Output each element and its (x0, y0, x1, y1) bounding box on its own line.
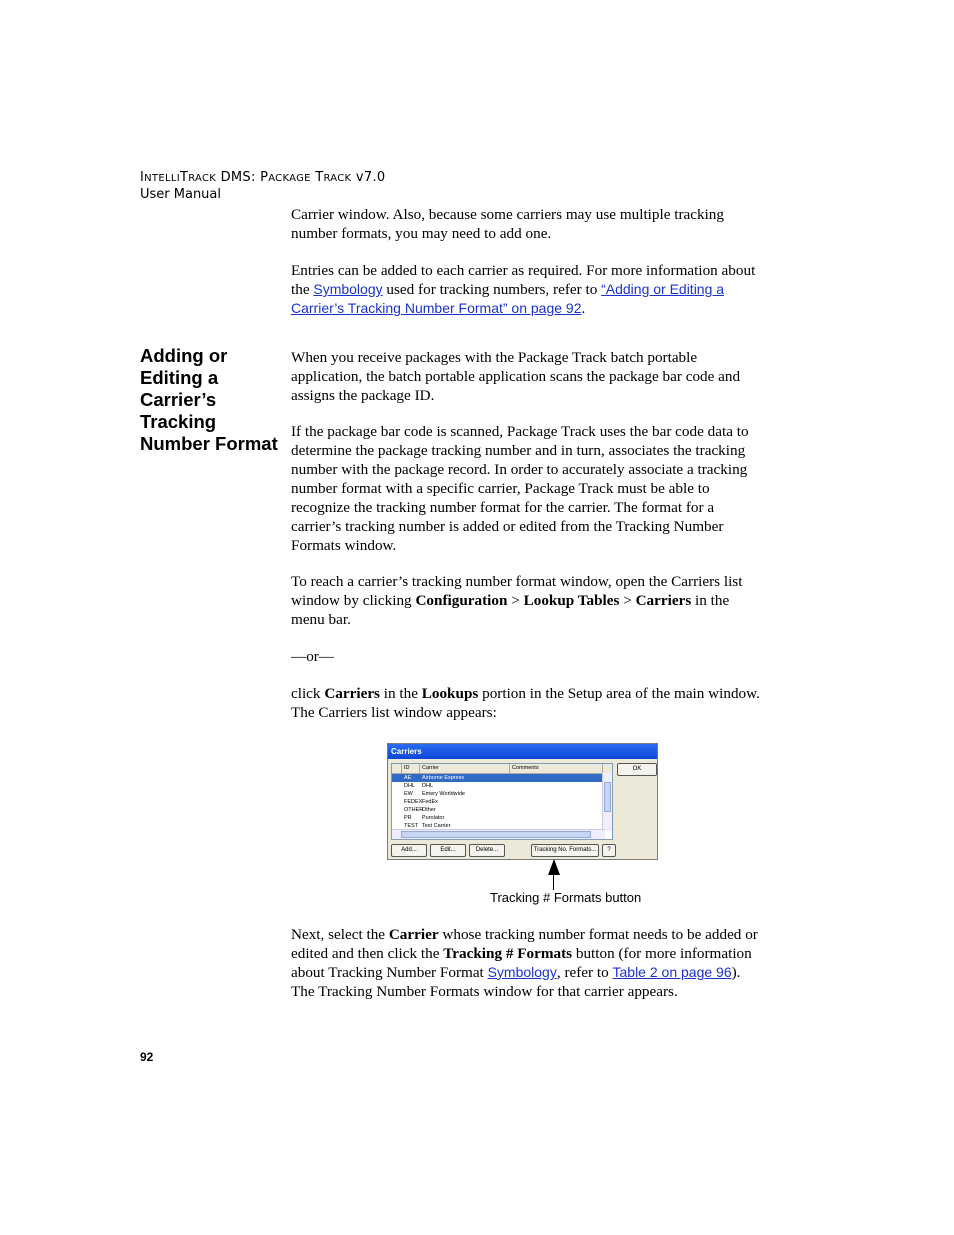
text: To reach a carrier’s tracking number format window, open the Carriers list window by clicking (291, 573, 743, 609)
carrier-name: DHL (422, 783, 434, 789)
text: button (for more information about Tracking Number Format (291, 945, 752, 981)
carrier-row[interactable] (392, 774, 612, 782)
column-header-marker[interactable] (392, 764, 402, 773)
menu-lookup-tables: Lookup Tables (523, 592, 620, 609)
row-marker (392, 774, 402, 782)
carrier-id: EW (404, 791, 413, 797)
header-title-part: T (179, 170, 189, 185)
carrier-id: AE (404, 775, 412, 781)
tracking-formats-bold: Tracking # Formats (443, 945, 573, 962)
carrier-bold: Carrier (388, 926, 439, 943)
section-heading: Adding or Editing a Carrier’s Tracking Number Format (140, 345, 278, 454)
ok-button[interactable]: OK (617, 763, 657, 776)
table-2-link[interactable]: Table 2 on page 96 (612, 964, 732, 980)
carrier-row[interactable] (392, 790, 612, 798)
edit-button[interactable]: Edit... (430, 844, 466, 857)
column-header-id[interactable]: ID (402, 764, 420, 773)
row-marker (392, 790, 402, 798)
add-button[interactable]: Add... (391, 844, 427, 857)
section-paragraph-1: When you receive packages with the Package Track batch portable application, the batch portable application scans the package bar code and assigns the package ID. (291, 349, 741, 404)
text: > (507, 592, 524, 609)
header-title-part: RACK (323, 173, 352, 184)
row-marker (392, 798, 402, 806)
scroll-thumb[interactable] (401, 831, 591, 838)
symbology-link[interactable]: Symbology (313, 281, 383, 297)
carrier-id: PR (404, 815, 412, 821)
text: Next, select the (291, 926, 389, 943)
list-rows (392, 774, 612, 830)
carrier-id: DHL (404, 783, 416, 789)
intro-paragraph-2 (291, 261, 761, 318)
menu-configuration: Configuration (415, 592, 508, 609)
list-header (392, 764, 612, 774)
text: in the menu bar. (291, 592, 730, 628)
carrier-name: Emery Worldwide (422, 791, 465, 797)
text: in the (379, 685, 422, 702)
header-title-part: v7.0 (351, 170, 386, 185)
carrier-row[interactable] (392, 782, 612, 790)
vertical-scrollbar[interactable] (602, 773, 612, 831)
section-paragraph-2: If the package bar code is scanned, Package Track uses the bar code data to determine the package tracking number and in turn, associates the tracking number with the package record. In order to accurately associate a tracking number format with a specific carrier, Package Track must be able to recognize the tracking number format for the carrier. The format for a carrier’s tracking number is added or edited from the Tracking Number Formats window. (291, 423, 749, 554)
text: , refer to (556, 964, 613, 981)
carriers-window (387, 743, 658, 860)
help-button[interactable]: ? (602, 844, 616, 857)
row-marker (392, 806, 402, 814)
text: portion in the Setup area of the main window. The Carriers list window appears: (291, 685, 760, 721)
column-header-comments[interactable]: Comments (510, 764, 603, 773)
or-separator: —or— (291, 648, 335, 665)
figure-caption: Tracking # Formats button (490, 890, 642, 905)
carrier-name: Airborne Express (422, 775, 465, 781)
carrier-id: OTHER (404, 807, 424, 813)
header-title-part: DMS: P (216, 170, 269, 185)
text: Entries can be added to each carrier as required. For more information about the (291, 262, 756, 298)
carrier-id: TEST (404, 823, 419, 829)
section-paragraph-5 (291, 925, 761, 1001)
column-header-carrier[interactable]: Carrier (420, 764, 510, 773)
running-header-subtitle: User Manual (140, 187, 222, 202)
carriers-window-title: Carriers (388, 744, 657, 759)
section-paragraph-3 (291, 572, 761, 629)
header-title-part: RACK (188, 173, 217, 184)
horizontal-scrollbar[interactable] (392, 829, 605, 839)
adding-editing-format-link[interactable]: “Adding or Editing a Carrier’s Tracking Number Format” on page 92 (291, 281, 725, 316)
lookups-bold: Lookups (421, 685, 479, 702)
row-marker (392, 782, 402, 790)
tracking-formats-button[interactable]: Tracking No. Formats... (531, 844, 599, 857)
carrier-row[interactable] (392, 798, 612, 806)
menu-carriers: Carriers (635, 592, 692, 609)
text: . (581, 300, 586, 317)
delete-button[interactable]: Delete... (469, 844, 505, 857)
carriers-list[interactable] (391, 763, 613, 840)
carrier-name: Test Carrier (422, 823, 451, 829)
carrier-name: FedEx (422, 799, 438, 805)
pointer-arrow-head (548, 859, 560, 875)
text: click (291, 685, 325, 702)
carrier-name: Other (422, 807, 436, 813)
header-title-part: NTELLI (144, 173, 180, 184)
pointer-arrow-line (553, 872, 554, 890)
header-title-part: T (310, 170, 324, 185)
carrier-row[interactable] (392, 814, 612, 822)
header-title-part: ACKAGE (268, 173, 311, 184)
symbology-link-2[interactable]: Symbology (487, 964, 557, 980)
header-title-part: I (140, 170, 145, 185)
text: used for tracking numbers, refer to (382, 281, 602, 298)
scroll-thumb[interactable] (604, 782, 611, 812)
text: whose tracking number format needs to be added or edited and then click the (291, 926, 758, 962)
intro-paragraph-1: Carrier window. Also, because some carriers may use multiple tracking number formats, you may need to add one. (291, 206, 724, 242)
carriers-bold: Carriers (324, 685, 380, 702)
carrier-name: Purolator (422, 815, 445, 821)
page-number: 92 (140, 1050, 154, 1064)
carrier-id: FEDEX (404, 799, 423, 805)
running-header-title (140, 170, 385, 185)
text: > (619, 592, 636, 609)
row-marker (392, 814, 402, 822)
text: ). The Tracking Number Formats window for that carrier appears. (291, 964, 741, 1000)
section-paragraph-4 (291, 684, 761, 722)
carrier-row[interactable] (392, 806, 612, 814)
